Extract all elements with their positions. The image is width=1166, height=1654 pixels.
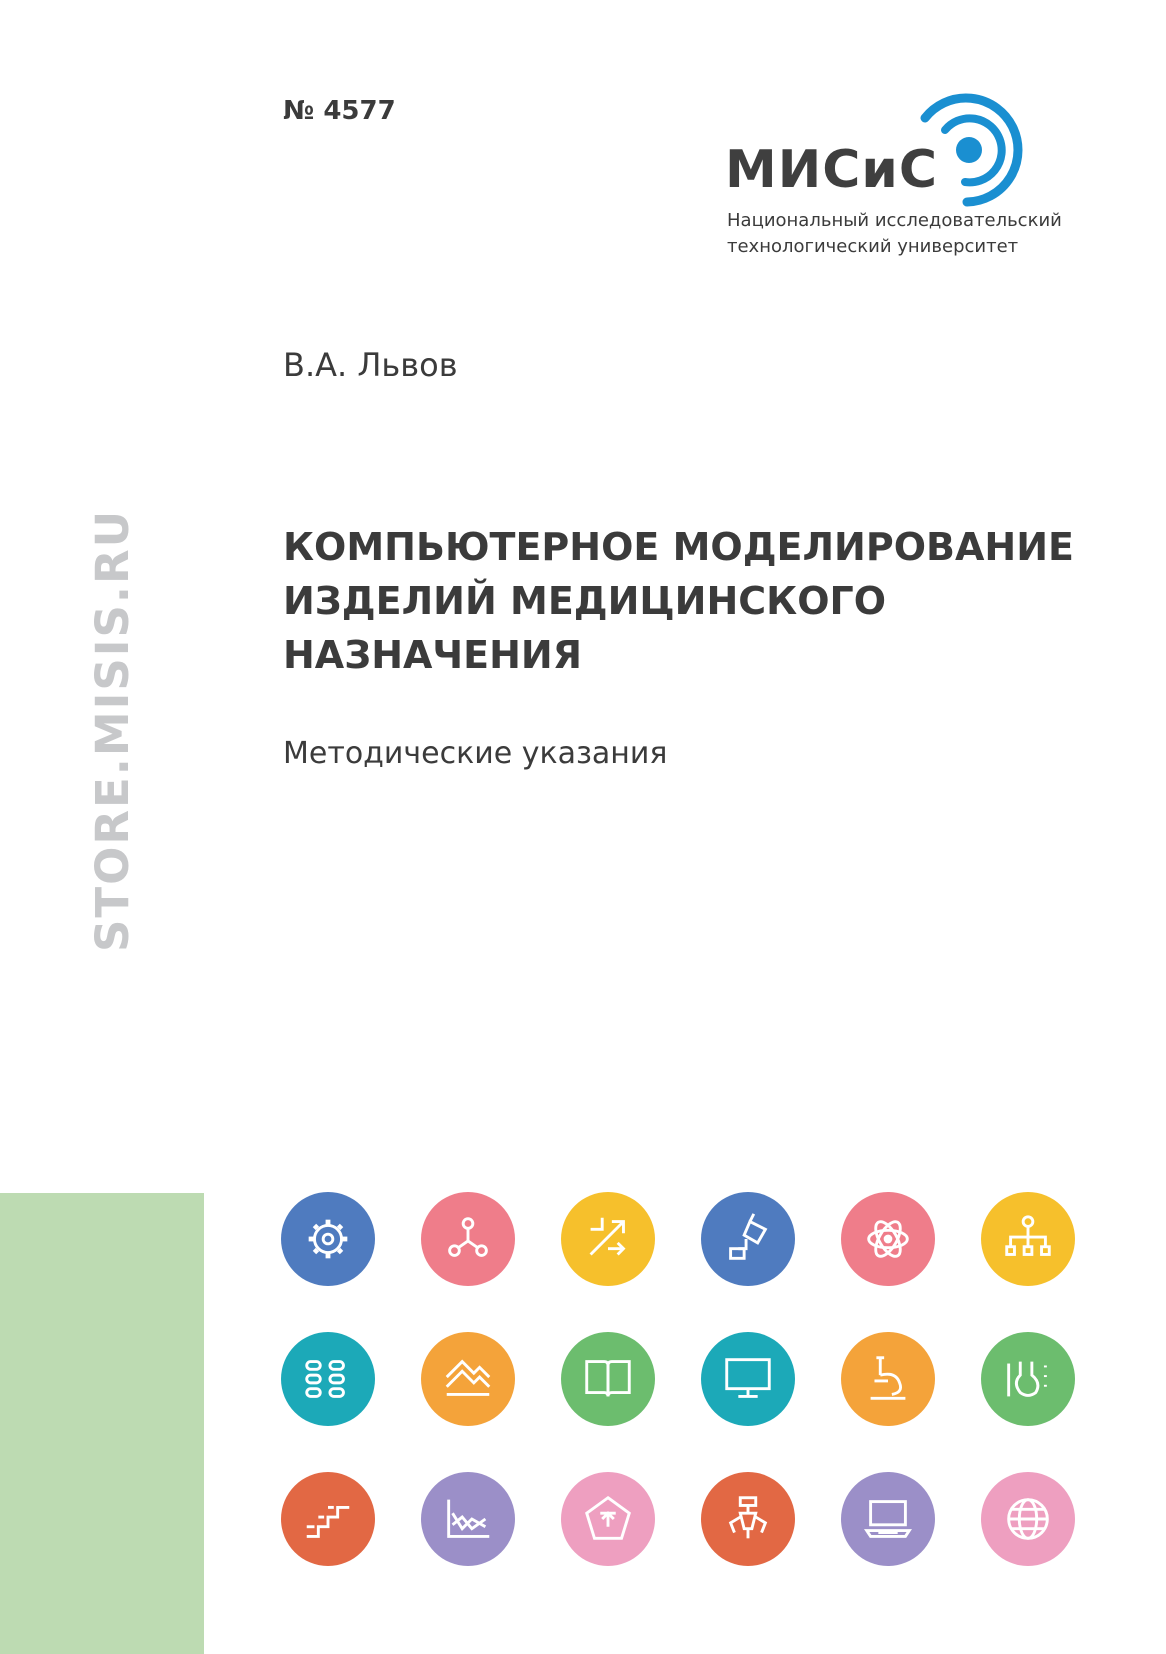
book-title <box>283 520 1123 682</box>
logo-subtitle-line1: Национальный исследовательский <box>727 210 1062 231</box>
title-line: КОМПЬЮТЕРНОЕ МОДЕЛИРОВАНИЕ <box>283 525 1074 569</box>
title-line: НАЗНАЧЕНИЯ <box>283 633 582 677</box>
author-name: В.А. Львов <box>283 346 458 384</box>
molecule-icon <box>421 1192 515 1286</box>
university-logo <box>725 90 1085 260</box>
logo-circles-icon <box>905 90 1025 210</box>
chart-icon <box>421 1472 515 1566</box>
title-line: ИЗДЕЛИЙ МЕДИЦИНСКОГО <box>283 579 887 623</box>
logo-subtitle <box>727 208 1062 260</box>
logo-wordmark: МИСиС <box>725 140 939 200</box>
book-subtitle: Методические указания <box>283 736 668 771</box>
hierarchy-icon <box>981 1192 1075 1286</box>
arrows-icon <box>561 1192 655 1286</box>
store-url[interactable]: STORE.MISIS.RU <box>86 508 139 952</box>
monitor-icon <box>701 1332 795 1426</box>
gear-icon <box>281 1192 375 1286</box>
issue-number: № 4577 <box>283 96 396 126</box>
microscope-icon <box>841 1332 935 1426</box>
book-icon <box>561 1332 655 1426</box>
discipline-icon-grid <box>281 1192 1075 1566</box>
globe-icon <box>981 1472 1075 1566</box>
robot-icon <box>701 1472 795 1566</box>
ladle-icon <box>701 1192 795 1286</box>
stairs-icon <box>281 1472 375 1566</box>
pentagon-icon <box>561 1472 655 1566</box>
flask-icon <box>981 1332 1075 1426</box>
mountains-icon <box>421 1332 515 1426</box>
side-accent-bar <box>0 1193 204 1654</box>
logo-subtitle-line2: технологический университет <box>727 236 1019 257</box>
laptop-icon <box>841 1472 935 1566</box>
grid-dots-icon <box>281 1332 375 1426</box>
atom-icon <box>841 1192 935 1286</box>
